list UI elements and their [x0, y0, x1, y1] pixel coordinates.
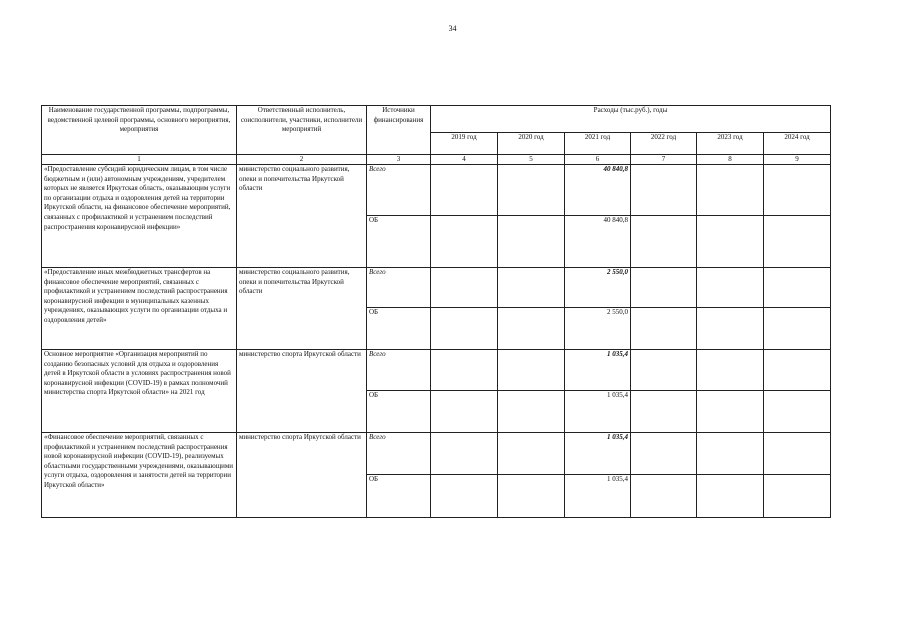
value-cell [764, 268, 831, 308]
value-total-2021: 1 035,4 [565, 350, 631, 391]
value-cell [697, 165, 764, 216]
budget-table [41, 105, 831, 518]
value-cell [431, 350, 498, 391]
page-number: 34 [448, 24, 457, 33]
value-cell [431, 268, 498, 308]
responsible-executor: министерство спорта Иркутской области [237, 350, 367, 433]
value-cell [764, 165, 831, 216]
activity-name: Основное мероприятие «Организация мероприятий по созданию безопасных условий для отдыха и оздоровления детей в Иркутской области в условиях распространения новой коронавирусной инфекции (COVID-19) в рамках полномочий министерства спорта Иркутской области» на 2021 год [42, 350, 237, 433]
value-cell [631, 350, 697, 391]
table-row [42, 268, 831, 308]
value-cell [498, 433, 565, 475]
value-cell [498, 216, 565, 268]
column-number: 5 [498, 155, 565, 165]
value-cell [631, 391, 697, 433]
header-year: 2020 год [498, 133, 565, 155]
header-year: 2024 год [764, 133, 831, 155]
column-number: 4 [431, 155, 498, 165]
value-cell [631, 216, 697, 268]
value-cell [697, 433, 764, 475]
value-cell [764, 475, 831, 518]
value-cell [697, 391, 764, 433]
value-ob-2021: 1 035,4 [565, 475, 631, 518]
header-year: 2021 год [565, 133, 631, 155]
responsible-executor: министерство социального развития, опеки и попечительства Иркутской области [237, 268, 367, 350]
value-cell [498, 165, 565, 216]
value-cell [764, 308, 831, 350]
value-cell [431, 216, 498, 268]
column-number: 2 [237, 155, 367, 165]
column-number: 6 [565, 155, 631, 165]
value-cell [631, 165, 697, 216]
column-number: 8 [697, 155, 764, 165]
header-year: 2019 год [431, 133, 498, 155]
source-ob: ОБ [367, 475, 431, 518]
value-cell [764, 216, 831, 268]
source-total: Всего [367, 350, 431, 391]
table-row [42, 165, 831, 216]
activity-name: «Предоставление иных межбюджетных трансфертов на финансовое обеспечение мероприятий, связанных с профилактикой и устранением последствий распространения коронавирусной инфекции в муниципальных казенных учреждениях, оказывающих услуги по организации отдыха и оздоровления детей» [42, 268, 237, 350]
activity-name: «Финансовое обеспечение мероприятий, связанных с профилактикой и устранением последствий распространения новой коронавирусной инфекции (COVID-19), реализуемых областными государственными учреждениями, оказывающими услуги отдыха, оздоровления и занятости детей на территории Иркутской области» [42, 433, 237, 518]
value-cell [697, 216, 764, 268]
source-ob: ОБ [367, 216, 431, 268]
value-total-2021: 2 550,0 [565, 268, 631, 308]
value-cell [498, 391, 565, 433]
value-cell [697, 350, 764, 391]
source-total: Всего [367, 165, 431, 216]
value-cell [431, 475, 498, 518]
value-ob-2021: 40 840,8 [565, 216, 631, 268]
value-cell [697, 475, 764, 518]
value-ob-2021: 2 550,0 [565, 308, 631, 350]
column-number: 3 [367, 155, 431, 165]
value-cell [631, 268, 697, 308]
source-ob: ОБ [367, 308, 431, 350]
source-ob: ОБ [367, 391, 431, 433]
column-number: 1 [42, 155, 237, 165]
header-sources: Источники финансирования [367, 106, 431, 155]
value-cell [631, 433, 697, 475]
value-cell [431, 391, 498, 433]
source-total: Всего [367, 268, 431, 308]
responsible-executor: министерство спорта Иркутской области [237, 433, 367, 518]
value-cell [498, 268, 565, 308]
value-cell [697, 268, 764, 308]
value-cell [431, 308, 498, 350]
value-cell [764, 350, 831, 391]
value-cell [764, 433, 831, 475]
value-cell [631, 308, 697, 350]
value-cell [697, 308, 764, 350]
table-row [42, 433, 831, 475]
value-total-2021: 40 840,8 [565, 165, 631, 216]
header-year: 2022 год [631, 133, 697, 155]
column-number: 7 [631, 155, 697, 165]
header-year: 2023 год [697, 133, 764, 155]
value-cell [498, 475, 565, 518]
column-number-row [42, 155, 831, 165]
value-cell [764, 391, 831, 433]
activity-name: «Предоставление субсидий юридическим лицам, в том числе бюджетным и (или) автономным учреждениям, учредителем которых не является Иркутская область, оказывающим услуги по организации отдыха и оздоровления детей на территории Иркутской области, на финансовое обеспечение мероприятий, связанных с профилактикой и устранением последствий распространения коронавирусной инфекции» [42, 165, 237, 268]
value-cell [498, 308, 565, 350]
column-number: 9 [764, 155, 831, 165]
value-cell [431, 433, 498, 475]
source-total: Всего [367, 433, 431, 475]
header-name: Наименование государственной программы, подпрограммы, ведомственной целевой программы, основного мероприятия, мероприятия [42, 106, 237, 155]
header-responsible: Ответственный исполнитель, соисполнители, участники, исполнители мероприятий [237, 106, 367, 155]
header-expenses: Расходы (тыс.руб.), годы [431, 106, 831, 133]
value-cell [431, 165, 498, 216]
value-cell [498, 350, 565, 391]
value-cell [631, 475, 697, 518]
table-row [42, 350, 831, 391]
value-ob-2021: 1 035,4 [565, 391, 631, 433]
value-total-2021: 1 035,4 [565, 433, 631, 475]
responsible-executor: министерство социального развития, опеки и попечительства Иркутской области [237, 165, 367, 268]
